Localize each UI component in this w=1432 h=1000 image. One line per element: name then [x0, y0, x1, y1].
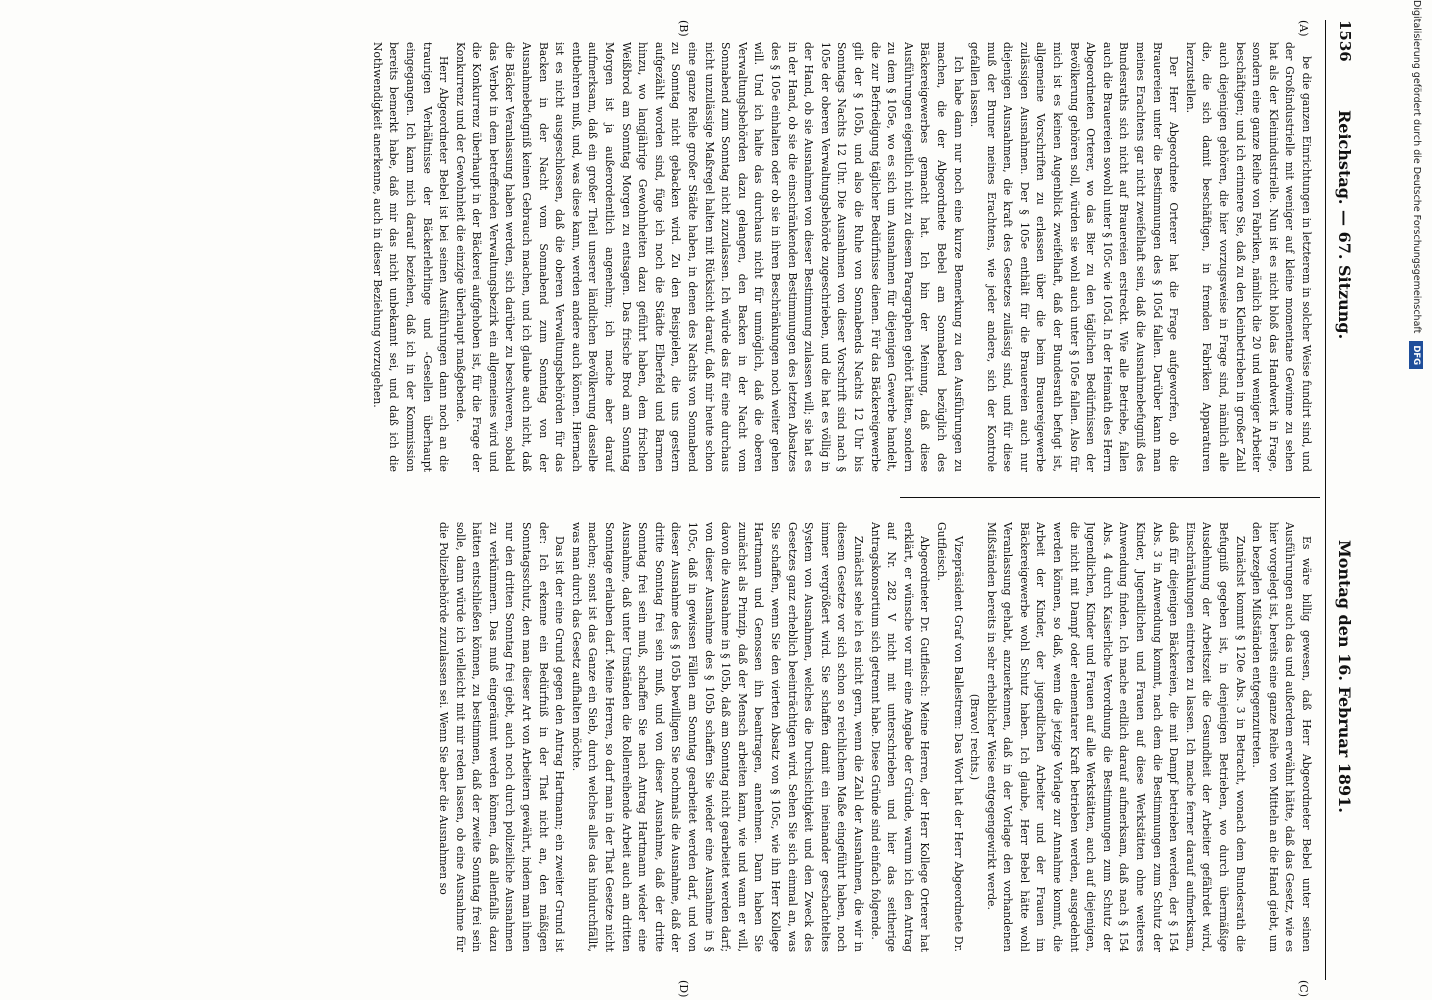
- column-divider: [900, 497, 1320, 498]
- digitization-stamp: [1403, 0, 1429, 1000]
- stamp-text-wrapper: [1403, 0, 1429, 1000]
- session-title: Reichstag. — 67. Sitzung.: [1335, 110, 1354, 340]
- right-column: [24, 522, 1314, 952]
- page-number: 1536: [1336, 20, 1354, 62]
- applause-note: (Bravo! rechts.): [968, 693, 982, 781]
- paragraph: be die ganzen Einrichtungen in letzterem in solcher Weise fundirt sind, und der Großindustrielle mit weniger auf kleine momentane Gewinne zu sehen hat als der Kleinindustrielle. Nun ist es nicht bloß das Handwerk in Frage, sondern eine ganze Reihe von Fabriken, nämlich die 20 und weniger Arbeiter beschäftigen; und ich erinnere Sie, daß zu den Kleinbetrieben in großer Zahl auch diejenigen gehören, die hier vorzugsweise in Frage sind, nämlich alle die, die sich damit beschäftigen, in fremden Fabriken Apparaturen herzustellen.: [1183, 42, 1313, 472]
- margin-mark-d: (D): [677, 980, 690, 998]
- paragraph: Das ist der eine Grund gegen den Antrag Hartmann; ein zweiter Grund ist der: Ich erkenne ein Bedürfniß in der That nicht an, den mäßigen Sonntagsschutz, den man dieser Art von Arbeitern gewährt, indem man ihnen nur den dritten Sonntag frei giebt, auch noch durch polizeiliche Ausnahmen zu verkümmern. Das muß eingeräumt werden können, daß allenfalls dazu hätten entschließen können, zu bestimmen, daß der zweite Sonntag frei sein solle, dann würde ich vielleicht mit mir reden lassen, ob eine Ausnahme für die Polizeibehörde zuzulassen sei. Wenn Sie aber die Ausnahmen so: [437, 522, 567, 952]
- paragraph: Ich habe dann nur noch eine kurze Bemerkung zu den Ausführungen zu machen, die der Abgeordnete Bebel am Sonnabend bezüglich des Bäckereigewerbes gemacht hat. Ich bin der Meinung, daß diese Ausführungen eigentlich nicht zu diesem Paragraphen gehört hätten, sondern zu dem § 105e, wo es sich um Ausnahmen für diejenigen Gewerbe handelt, die zur Befriedigung täglicher Bedürfnisse dienen. Für das Bäckereigewerbe gilt der § 105b, und also die Ruhe von Sonnabends Nachts 12 Uhr bis Sonntags Nachts 12 Uhr. Die Ausnahmen von dieser Vorschrift sind nach § 105e der oberen Verwaltungsbehörde zugeschrieben, und die hat es völlig in der Hand, ob sie Ausnahmen von dieser Bestimmung zulassen will; sie hat es in der Hand, ob sie die einschränkenden Bestimmungen des letzten Absatzes des § 105e einhalten oder ob sie in ihren Beschränkungen noch weiter gehen will. Und ich halte das durchaus nicht für unmöglich, daß die oberen Verwaltungsbehörden dazu gelangen, den Backen in der Nacht vom Sonnabend zum Sonntag nicht zuzulassen. Ich würde das für eine durchaus nicht unzulässige Maßregel halten mit Rücksicht darauf, daß mir heute schon eine ganze Reihe großer Städte haben, in denen des Nachts von Sonnabend zu Sonntag nicht gebacken wird. Zu den Beispielen, die uns gestern aufgezählt worden sind, füge ich noch die Städte Elberfeld und Barmen hinzu, wo langjährige Gewohnheiten dazu geführt haben, dem frischen Weißbrod am Sonntag Morgen zu entsagen. Das frische Brod am Sonntag Morgen ist ja außerordentlich angenehm; ich mache aber darauf aufmerksam, daß ein großer Theil unserer ländlichen Bevölkerung dasselbe entbehren muß, und, was diese kann, werden andere auch können. Hiernach ist es nicht ausgeschlossen, daß die oberen Verwaltungsbehörden für das Backen in der Nacht vom Sonnabend zum Sonntag von der Ausnahmebefugniß keinen Gebrauch machen, und ich glaube auch nicht, daß die Bäcker Veranlassung haben werden, sich darüber zu beschweren, sobald das Verbot in dem betreffenden Verwaltungsbezirk ein allgemeines wird und die Konkurrenz überhaupt in der Bäckerei aufgehoben ist, für die Frage der Konkurrenz und der Gewohnheit die einzige überhaupt maßgebende.: [453, 42, 965, 472]
- speaker-paragraph: Abgeordneter Dr. Gutfleisch: Meine Herren, der Herr Kollege Orterer hat erklärt, er wünsche vor mir eine Angabe der Gründe, warum ich den Antrag auf Nr. 282 V nicht mit unterschrieben und hier das seitherige Antragskonsortium sich getrennt habe. Diese Gründe sind einfach folgende.: [868, 522, 932, 952]
- speaker-paragraph: Vizepräsident Graf von Ballestrem: Das Wort hat der Herr Abgeordnete Dr. Gutfleisch.: [934, 522, 965, 952]
- paragraph: Es wäre billig gewesen, daß Herr Abgeordneter Bebel unter seinen Ausführungen auch das und außerdem erwähnt hätte, daß das Gesetz, wie es hier vorgelegt ist, bereits eine ganze Reihe von Mitteln an die Hand giebt, um den bezeglen Mißständen entgegenzutreten.: [1250, 522, 1313, 952]
- dfg-logo: DFG: [1410, 341, 1424, 369]
- paragraph: Zunächst kommt § 120e Abs. 3 in Betracht, wonach dem Bundesrath die Befugniß gegeben ist, in denjenigen Betrieben, wo durch übermäßige Ausdehnung der Arbeitszeit die Gesundheit der Arbeiter gefährdet wird, Einschränkungen eintreten zu lassen. Ich mache ferner darauf aufmerksam, daß für diejenigen Bäckereien, die mit Dampf betrieben werden, der § 154 Abs. 3 in Anwendung kommt, nach dem die Bestimmungen zum Schutz der Kinder, Jugendlichen und Frauen auf diese Werkstätten ohne weiteres Anwendung finden. Ich mache endlich darauf aufmerksam, daß nach § 154 Abs. 4 durch Kaiserliche Verordnung die Bestimmungen zum Schutz der Jugendlichen, Kinder und Frauen auf alle Werkstätten, auch auf diejenigen, die nicht mit Dampf oder elementarer Kraft betrieben werden, ausgedehnt werden können, so daß, wenn die jetzige Vorlage zur Annahme kommt, die Arbeit der Kinder, der jugendlichen Arbeiter und der Frauen im Bäckereigewerbe wohl Schutz haben. Ich glaube, Herr Bebel hätte wohl Veranlassung gehabt, anzuerkennen, daß in der Vorlage den vorhandenen Mißständen bereits in sehr erheblicher Weise entgegengewirkt werde.: [984, 522, 1247, 952]
- stamp-text: Digitalisierung gefördert durch die Deutsche Forschungsgemeinschaft: [1411, 0, 1422, 334]
- left-column: [24, 42, 1314, 472]
- session-date: Montag den 16. Februar 1891.: [1335, 540, 1354, 813]
- margin-mark-c: (C): [1297, 980, 1310, 997]
- paragraph: Zunächst sehe ich es nicht gern, wenn die Zahl der Ausnahmen, die wir in diesem Gesetze vor sich schon so reichlichem Maße eingeführt haben, noch immer vergrößert wird. Sie schaffen damit ein ineinander geschachteltes System von Ausnahmen, welches die Durchsichtigkeit und den Zweck des Gesetzes ganz erheblich beeinträchtigen wird. Sehen Sie sich einmal an, was Sie schaffen, wenn Sie den vierten Absatz von § 105c, wie ihn Herr Kollege Hartmann und Genossen ihn beantragen, annehmen. Dann haben Sie zunächst als Prinzip, daß der Mensch arbeiten kann, wie und wann er will, davon die Ausnahme in § 105b, daß am Sonntag nicht gearbeitet werden darf; von dieser Ausnahme des § 105b schaffen Sie wieder eine Ausnahme in § 105c, daß in gewissen Fällen am Sonntag gearbeitet werden darf, und von dieser Ausnahme des § 105b bewilligen Sie nochmals die Ausnahme, daß der dritte Sonntag frei sein muß, und von dieser Ausnahme, daß der dritte Sonntag frei sein muß, schaffen Sie nach Antrag Hartmann wieder eine Ausnahme, daß unter Umständen die Rollenreihende Arbeit auch am dritten Sonntage erlauben darf. Meine Herren, so darf man in der That Gesetze nicht machen; sonst ist das Ganze ein Sieb, durch welches alles das hindurchfällt, was man durch das Gesetz aufhalten möchte.: [569, 522, 865, 952]
- margin-mark-b: (B): [677, 20, 690, 37]
- paragraph: Herr Abgeordneter Bebel ist bei seinen Ausführungen dann noch an die traurigen Verhältnisse der Bäckerlehrlinge und -Gesellen überhaupt eingegangen. Ich kann mich darauf beziehen, daß ich in der Kommission bereits bemerkt habe, daß mir das nicht unbekannt sei, und daß ich die Nothwendigkeit anerkenne, auch in dieser Beziehung vorzugehen.: [370, 42, 451, 472]
- page-header: [1325, 20, 1362, 980]
- paragraph: Der Herr Abgeordnete Orterer hat die Frage aufgeworfen, ob die Brauereien unter die Bestimmungen des § 105d fallen. Darüber kann man meines Erachtens gar nicht zweifelhaft sein, daß die Ausnahmebefugniß des Bundesraths sich nicht auf Brauereien erstreckt. Wie alle Betriebe, fallen auch die Brauereien sowohl unter § 105c wie 105d. In der Heimath des Herrn Abgeordneten Orterer, wo das Bier zu den täglichen Bedürfnissen der Bevölkerung gehören soll, würden sie wohl auch unter § 105e fallen. Also für mich ist es keinen Augenblick zweifelhaft, daß der Bundesrath befugt ist, allgemeine Vorschriften zu erlassen über die beim Brauereigewerbe zulässigen Ausnahmen. Der § 105e enthält für die Brauereien auch nur diejenigen Ausnahmen, die kraft des Gesetzes zulässig sind, und für diese muß der Bruner meines Erachtens, wie jeder andere, sich der Kontrole gefallen lassen.: [968, 42, 1181, 472]
- margin-mark-a: (A): [1297, 20, 1310, 37]
